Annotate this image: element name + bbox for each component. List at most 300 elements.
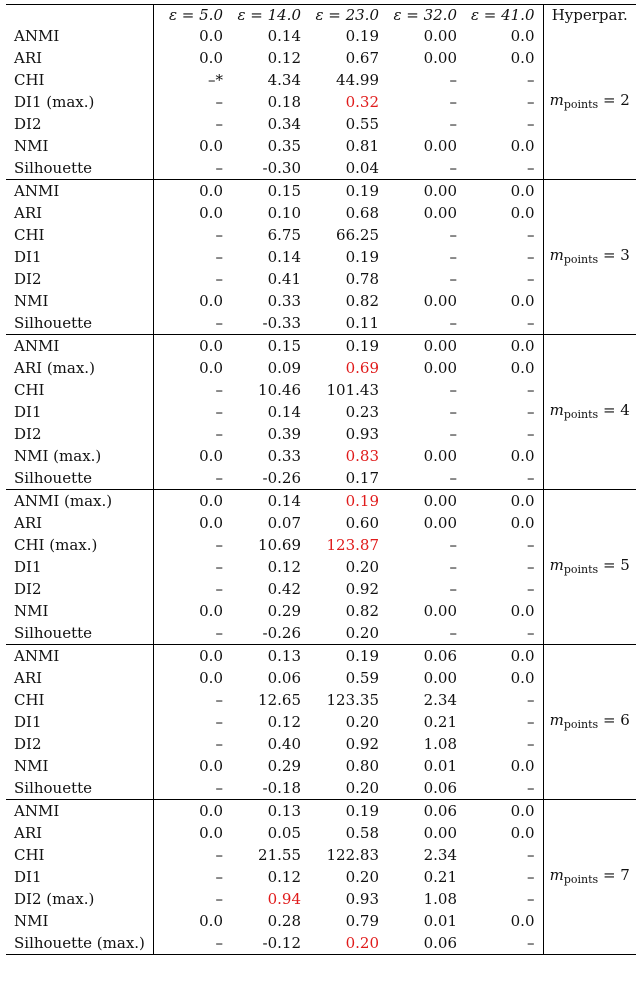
hyper-subscript: points [563, 562, 599, 576]
value-cell: 0.67 [345, 49, 379, 67]
value-cell: 0.00 [423, 824, 457, 842]
metric-name-cell: DI2 [6, 733, 153, 755]
value-cell: 0.07 [267, 514, 301, 532]
value-cell: – [465, 534, 543, 556]
hyper-subscript: points [563, 252, 599, 266]
value-cell: 0.0 [199, 359, 223, 377]
value-cell: 0.0 [199, 757, 223, 775]
value-cell: – [449, 115, 457, 133]
hyperparameter-cell [543, 335, 636, 490]
value-cell: -0.18 [262, 779, 301, 797]
value-cell: – [465, 622, 543, 645]
table-row [6, 268, 636, 290]
value-cell: 0.15 [231, 180, 309, 203]
table-row [6, 822, 636, 844]
table-row [6, 290, 636, 312]
metric-name-cell: ARI [6, 47, 153, 69]
value-cell: – [449, 159, 457, 177]
table-row [6, 335, 636, 358]
table-row [6, 490, 636, 513]
metric-name-cell: ARI [6, 822, 153, 844]
value-cell: – [465, 379, 543, 401]
table-row [6, 667, 636, 689]
value-cell: – [465, 91, 543, 113]
table-row [6, 423, 636, 445]
metric-name-cell: ANMI [6, 645, 153, 668]
value-cell: 0.82 [345, 602, 379, 620]
value-cell: 0.0 [199, 669, 223, 687]
hyperparameter-cell [543, 800, 636, 955]
value-cell: – [465, 689, 543, 711]
value-cell: 0.21 [423, 713, 457, 731]
metric-name-cell: CHI [6, 689, 153, 711]
header-metric [6, 5, 153, 26]
value-cell: 0.92 [345, 735, 379, 753]
value-cell: 1.08 [423, 735, 457, 753]
hyper-value: = 3 [598, 245, 630, 264]
header-epsilon-14 [231, 5, 309, 26]
value-cell: – [215, 314, 223, 332]
hyper-variable: m [549, 400, 564, 419]
results-table-container [6, 4, 636, 955]
value-cell: – [215, 691, 223, 709]
table-row [6, 246, 636, 268]
value-cell: 123.35 [326, 691, 379, 709]
value-cell: 0.82 [345, 292, 379, 310]
epsilon-label: ε = 5.0 [168, 6, 223, 24]
value-cell: 0.19 [309, 645, 387, 668]
value-cell: 0.12 [267, 558, 301, 576]
value-cell: 0.0 [465, 755, 543, 777]
value-cell: 123.87 [326, 536, 379, 554]
table-row [6, 844, 636, 866]
value-cell: 0.0 [465, 290, 543, 312]
value-cell: 0.00 [387, 180, 465, 203]
value-cell: – [215, 558, 223, 576]
value-cell: – [449, 226, 457, 244]
value-cell: 0.15 [231, 335, 309, 358]
value-cell: – [215, 580, 223, 598]
metric-name-cell: DI2 (max.) [6, 888, 153, 910]
epsilon-label: ε = 41.0 [470, 6, 535, 24]
table-row [6, 534, 636, 556]
value-cell: – [465, 268, 543, 290]
table-row [6, 733, 636, 755]
table-row [6, 312, 636, 335]
value-cell: 4.34 [267, 71, 301, 89]
value-cell: 0.0 [153, 800, 231, 823]
metric-name-cell: ARI [6, 202, 153, 224]
value-cell: – [465, 932, 543, 955]
value-cell: 0.06 [387, 800, 465, 823]
metric-name-cell: ANMI [6, 180, 153, 203]
value-cell: 0.0 [465, 202, 543, 224]
header-epsilon-41 [465, 5, 543, 26]
value-cell: –* [208, 71, 223, 89]
value-cell: 2.34 [423, 691, 457, 709]
results-table [6, 4, 636, 955]
value-cell: 0.06 [267, 669, 301, 687]
value-cell: 0.20 [345, 624, 379, 642]
metric-name-cell: Silhouette [6, 467, 153, 490]
value-cell: 0.01 [423, 912, 457, 930]
value-cell: 0.0 [153, 490, 231, 513]
value-cell: 0.0 [199, 824, 223, 842]
epsilon-label: ε = 32.0 [393, 6, 457, 24]
value-cell: – [215, 93, 223, 111]
value-cell: 0.79 [345, 912, 379, 930]
value-cell: – [465, 733, 543, 755]
value-cell: 0.19 [309, 490, 387, 513]
value-cell: 0.0 [465, 47, 543, 69]
header-hyperparameter: Hyperpar. [543, 5, 636, 26]
value-cell: 0.23 [345, 403, 379, 421]
value-cell: 0.12 [267, 713, 301, 731]
table-row [6, 357, 636, 379]
value-cell: 0.0 [465, 600, 543, 622]
value-cell: 0.14 [267, 248, 301, 266]
metric-name-cell: CHI [6, 69, 153, 91]
value-cell: – [465, 711, 543, 733]
value-cell: 0.0 [465, 822, 543, 844]
value-cell: 0.0 [199, 447, 223, 465]
value-cell: 0.20 [345, 868, 379, 886]
table-row [6, 445, 636, 467]
hyper-variable: m [549, 90, 564, 109]
value-cell: – [465, 467, 543, 490]
value-cell: – [449, 403, 457, 421]
value-cell: 0.20 [309, 932, 387, 955]
value-cell: 0.0 [199, 27, 223, 45]
value-cell: 0.0 [199, 292, 223, 310]
value-cell: 0.0 [465, 335, 543, 358]
value-cell: 0.0 [465, 445, 543, 467]
value-cell: – [465, 866, 543, 888]
value-cell: -0.12 [231, 932, 309, 955]
value-cell: – [215, 536, 223, 554]
value-cell: 0.69 [345, 359, 379, 377]
value-cell: – [449, 270, 457, 288]
value-cell: 0.33 [267, 447, 301, 465]
table-row [6, 47, 636, 69]
value-cell: – [449, 536, 457, 554]
value-cell: 0.0 [199, 204, 223, 222]
metric-name-cell: Silhouette [6, 777, 153, 800]
value-cell: -0.26 [262, 624, 301, 642]
value-cell: 0.39 [267, 425, 301, 443]
value-cell: 66.25 [336, 226, 379, 244]
hyperparameter-cell [543, 645, 636, 800]
value-cell: – [465, 113, 543, 135]
hyper-value: = 2 [598, 90, 630, 109]
value-cell: 0.33 [267, 292, 301, 310]
value-cell: 0.34 [267, 115, 301, 133]
metric-name-cell: DI1 [6, 711, 153, 733]
table-row [6, 755, 636, 777]
value-cell: 0.55 [345, 115, 379, 133]
value-cell: – [465, 777, 543, 800]
metric-name-cell: DI1 [6, 866, 153, 888]
metric-name-cell: DI2 [6, 423, 153, 445]
value-cell: 0.93 [345, 890, 379, 908]
value-cell: 0.94 [267, 890, 301, 908]
metric-name-cell: ARI [6, 667, 153, 689]
table-row [6, 578, 636, 600]
hyper-variable: m [549, 710, 564, 729]
value-cell: 0.00 [423, 292, 457, 310]
value-cell: 0.13 [231, 800, 309, 823]
value-cell: – [465, 578, 543, 600]
table-body [6, 25, 636, 955]
value-cell: 0.00 [423, 204, 457, 222]
table-row [6, 689, 636, 711]
value-cell: – [465, 401, 543, 423]
value-cell: 0.00 [387, 490, 465, 513]
value-cell: -0.30 [262, 159, 301, 177]
hyper-subscript: points [563, 407, 599, 421]
metric-name-cell: DI1 [6, 401, 153, 423]
value-cell: 0.19 [345, 248, 379, 266]
value-cell: – [465, 69, 543, 91]
metric-name-cell: NMI [6, 290, 153, 312]
value-cell: 0.10 [267, 204, 301, 222]
value-cell: 0.0 [153, 335, 231, 358]
value-cell: 0.00 [423, 359, 457, 377]
hyper-value: = 4 [598, 400, 630, 419]
value-cell: – [449, 314, 457, 332]
metric-name-cell: DI1 (max.) [6, 91, 153, 113]
value-cell: 0.28 [267, 912, 301, 930]
value-cell: 0.0 [465, 135, 543, 157]
value-cell: – [215, 270, 223, 288]
metric-name-cell: CHI (max.) [6, 534, 153, 556]
value-cell: – [215, 846, 223, 864]
value-cell: 21.55 [258, 846, 301, 864]
value-cell: 0.05 [267, 824, 301, 842]
value-cell: 0.00 [423, 137, 457, 155]
metric-name-cell: Silhouette [6, 312, 153, 335]
value-cell: 0.29 [267, 602, 301, 620]
metric-name-cell: NMI [6, 135, 153, 157]
value-cell: 0.06 [387, 645, 465, 668]
value-cell: 0.12 [267, 49, 301, 67]
header-row [6, 5, 636, 26]
table-row [6, 467, 636, 490]
hyper-value: = 6 [598, 710, 630, 729]
value-cell: 0.00 [423, 669, 457, 687]
table-row [6, 157, 636, 180]
value-cell: – [449, 93, 457, 111]
metric-name-cell: DI2 [6, 268, 153, 290]
value-cell: – [449, 248, 457, 266]
value-cell: -0.33 [262, 314, 301, 332]
value-cell: – [215, 115, 223, 133]
metric-name-cell: Silhouette [6, 157, 153, 180]
value-cell: 0.20 [345, 779, 379, 797]
value-cell: 0.00 [387, 335, 465, 358]
table-row [6, 645, 636, 668]
value-cell: – [449, 469, 457, 487]
value-cell: 0.0 [199, 602, 223, 620]
value-cell: – [449, 558, 457, 576]
value-cell: 0.59 [345, 669, 379, 687]
value-cell: 0.00 [423, 602, 457, 620]
value-cell: 0.78 [345, 270, 379, 288]
value-cell: 0.06 [387, 932, 465, 955]
value-cell: – [215, 735, 223, 753]
metric-name-cell: NMI [6, 600, 153, 622]
value-cell: – [153, 932, 231, 955]
table-row [6, 888, 636, 910]
value-cell: – [465, 224, 543, 246]
value-cell: 0.0 [465, 357, 543, 379]
value-cell: 0.01 [423, 757, 457, 775]
value-cell: 0.00 [423, 27, 457, 45]
table-row [6, 512, 636, 534]
table-row [6, 91, 636, 113]
metric-name-cell: ARI (max.) [6, 357, 153, 379]
metric-name-cell: DI1 [6, 556, 153, 578]
value-cell: 0.00 [423, 49, 457, 67]
value-cell: 0.0 [465, 180, 543, 203]
value-cell: – [465, 888, 543, 910]
value-cell: 0.14 [267, 27, 301, 45]
table-row [6, 777, 636, 800]
value-cell: – [215, 248, 223, 266]
header-epsilon-32 [387, 5, 465, 26]
value-cell: 44.99 [336, 71, 379, 89]
value-cell: 0.21 [423, 868, 457, 886]
table-row [6, 866, 636, 888]
value-cell: 0.14 [231, 490, 309, 513]
metric-name-cell: ANMI [6, 335, 153, 358]
table-row [6, 224, 636, 246]
hyper-value: = 7 [598, 865, 630, 884]
metric-name-cell: ANMI [6, 800, 153, 823]
value-cell: 0.18 [267, 93, 301, 111]
value-cell: 0.19 [309, 800, 387, 823]
value-cell: – [449, 624, 457, 642]
epsilon-label: ε = 23.0 [315, 6, 379, 24]
value-cell: 0.58 [345, 824, 379, 842]
table-row [6, 180, 636, 203]
hyper-subscript: points [563, 872, 599, 886]
value-cell: 0.0 [465, 645, 543, 668]
metric-name-cell: DI2 [6, 578, 153, 600]
value-cell: 0.80 [345, 757, 379, 775]
value-cell: 0.0 [465, 490, 543, 513]
value-cell: 0.0 [199, 137, 223, 155]
value-cell: 12.65 [258, 691, 301, 709]
value-cell: – [215, 713, 223, 731]
metric-name-cell: CHI [6, 379, 153, 401]
value-cell: 0.09 [267, 359, 301, 377]
value-cell: – [465, 556, 543, 578]
hyper-variable: m [549, 555, 564, 574]
value-cell: 6.75 [267, 226, 301, 244]
table-row [6, 113, 636, 135]
hyperparameter-cell [543, 25, 636, 180]
value-cell: 0.04 [345, 159, 379, 177]
table-row [6, 800, 636, 823]
value-cell: 0.0 [153, 645, 231, 668]
value-cell: -0.26 [262, 469, 301, 487]
hyper-value: = 5 [598, 555, 630, 574]
value-cell: 0.19 [309, 180, 387, 203]
hyper-subscript: points [563, 717, 599, 731]
value-cell: 0.12 [267, 868, 301, 886]
table-row [6, 401, 636, 423]
value-cell: – [215, 779, 223, 797]
metric-name-cell: ANMI [6, 25, 153, 47]
value-cell: – [215, 226, 223, 244]
table-row [6, 25, 636, 47]
table-row [6, 622, 636, 645]
metric-name-cell: Silhouette [6, 622, 153, 645]
value-cell: 0.0 [153, 180, 231, 203]
value-cell: 0.40 [267, 735, 301, 753]
metric-name-cell: DI1 [6, 246, 153, 268]
hyperparameter-cell [543, 490, 636, 645]
hyper-subscript: points [563, 97, 599, 111]
value-cell: – [215, 868, 223, 886]
value-cell: 0.83 [345, 447, 379, 465]
value-cell: 0.81 [345, 137, 379, 155]
value-cell: 0.17 [345, 469, 379, 487]
value-cell: 0.0 [465, 25, 543, 47]
table-row [6, 69, 636, 91]
value-cell: 0.0 [199, 49, 223, 67]
header-epsilon-23 [309, 5, 387, 26]
value-cell: – [215, 159, 223, 177]
table-row [6, 910, 636, 932]
table-row [6, 202, 636, 224]
value-cell: 0.00 [423, 447, 457, 465]
value-cell: 0.19 [345, 27, 379, 45]
value-cell: 0.20 [345, 713, 379, 731]
metric-name-cell: ANMI (max.) [6, 490, 153, 513]
metric-name-cell: CHI [6, 224, 153, 246]
value-cell: – [215, 890, 223, 908]
value-cell: 0.0 [465, 512, 543, 534]
value-cell: – [449, 381, 457, 399]
value-cell: 0.0 [199, 514, 223, 532]
value-cell: 0.14 [267, 403, 301, 421]
hyper-variable: m [549, 245, 564, 264]
table-row [6, 135, 636, 157]
value-cell: 101.43 [326, 381, 379, 399]
value-cell: – [465, 246, 543, 268]
hyperparameter-cell [543, 180, 636, 335]
value-cell: – [449, 425, 457, 443]
value-cell: 10.69 [258, 536, 301, 554]
value-cell: – [465, 844, 543, 866]
value-cell: 2.34 [423, 846, 457, 864]
value-cell: 0.0 [465, 800, 543, 823]
value-cell: 0.19 [309, 335, 387, 358]
value-cell: 0.11 [345, 314, 379, 332]
value-cell: 0.35 [267, 137, 301, 155]
epsilon-label: ε = 14.0 [237, 6, 301, 24]
value-cell: 0.68 [345, 204, 379, 222]
value-cell: – [465, 423, 543, 445]
value-cell: – [215, 469, 223, 487]
table-row [6, 600, 636, 622]
hyper-variable: m [549, 865, 564, 884]
metric-name-cell: NMI [6, 755, 153, 777]
metric-name-cell: Silhouette (max.) [6, 932, 153, 955]
value-cell: 0.92 [345, 580, 379, 598]
